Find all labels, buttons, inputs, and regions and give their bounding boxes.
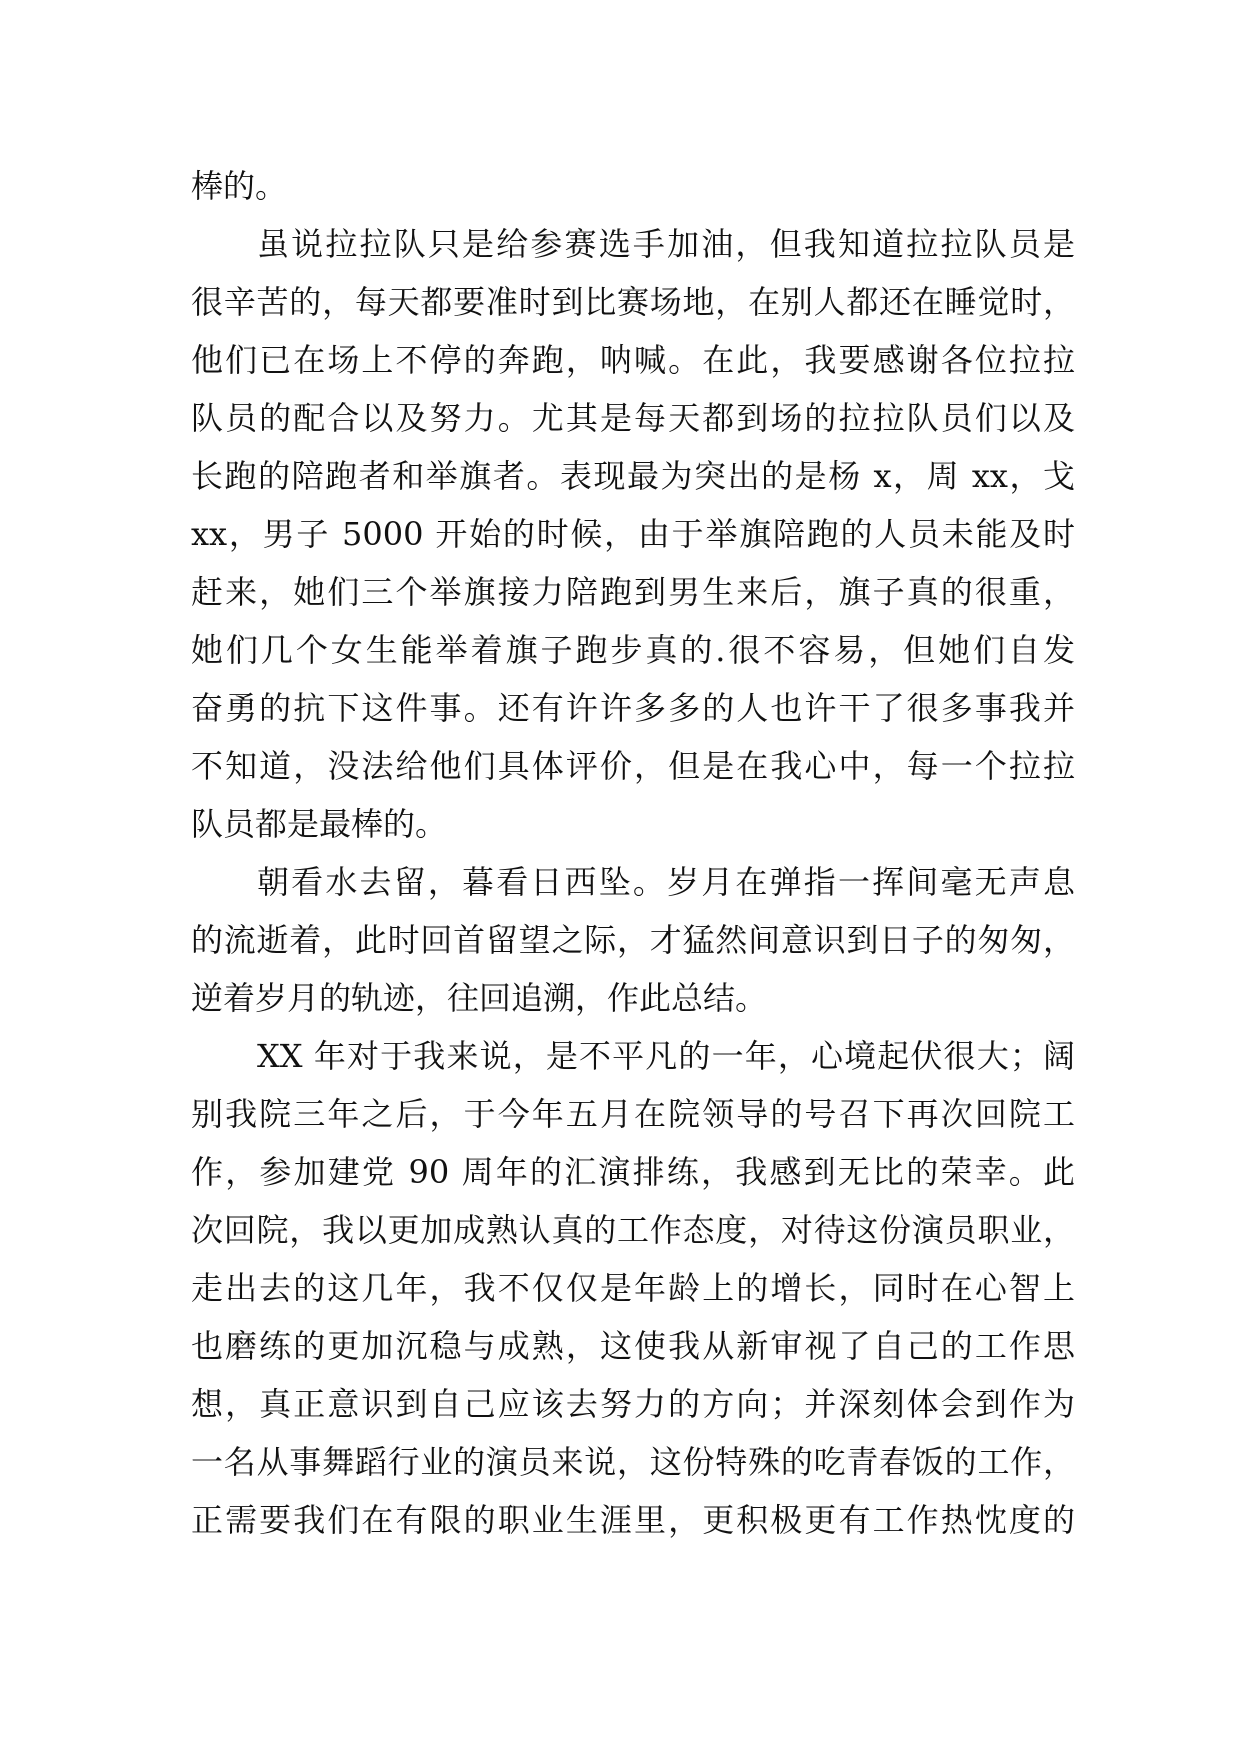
text-line: 很辛苦的，每天都要准时到比赛场地，在别人都还在睡觉时， bbox=[191, 283, 1075, 321]
paragraph bbox=[191, 157, 1075, 215]
text-line: 棒的。 bbox=[191, 167, 288, 205]
text-line: 朝看水去留，暮看日西坠。岁月在弹指一挥间毫无声息 bbox=[257, 863, 1075, 901]
text-line: 奋勇的抗下这件事。还有许许多多的人也许干了很多事我并 bbox=[191, 689, 1075, 727]
text-line: 长跑的陪跑者和举旗者。表现最为突出的是杨 x，周 xx，戈 bbox=[191, 457, 1075, 495]
text-line: 正需要我们在有限的职业生涯里，更积极更有工作热忱度的 bbox=[191, 1501, 1075, 1539]
paragraph bbox=[191, 853, 1075, 1027]
text-line: 队员都是最棒的。 bbox=[191, 805, 448, 843]
text-line: 赶来，她们三个举旗接力陪跑到男生来后，旗子真的很重， bbox=[191, 573, 1075, 611]
text-line: 她们几个女生能举着旗子跑步真的.很不容易，但她们自发 bbox=[191, 631, 1075, 669]
paragraph bbox=[191, 1027, 1075, 1549]
body-text bbox=[191, 157, 1075, 1549]
text-line: 一名从事舞蹈行业的演员来说，这份特殊的吃青春饭的工作， bbox=[191, 1443, 1075, 1481]
text-line: 作，参加建党 90 周年的汇演排练，我感到无比的荣幸。此 bbox=[191, 1153, 1075, 1191]
text-line: XX 年对于我来说，是不平凡的一年，心境起伏很大；阔 bbox=[257, 1037, 1075, 1075]
text-line: 虽说拉拉队只是给参赛选手加油，但我知道拉拉队员是 bbox=[257, 225, 1075, 263]
text-line: 别我院三年之后，于今年五月在院领导的号召下再次回院工 bbox=[191, 1095, 1075, 1133]
text-line: 次回院，我以更加成熟认真的工作态度，对待这份演员职业， bbox=[191, 1211, 1075, 1249]
text-line: 想，真正意识到自己应该去努力的方向；并深刻体会到作为 bbox=[191, 1385, 1075, 1423]
paragraph bbox=[191, 215, 1075, 853]
text-line: 不知道，没法给他们具体评价，但是在我心中，每一个拉拉 bbox=[191, 747, 1075, 785]
text-line: 走出去的这几年，我不仅仅是年龄上的增长，同时在心智上 bbox=[191, 1269, 1075, 1307]
text-line: 的流逝着，此时回首留望之际，才猛然间意识到日子的匆匆， bbox=[191, 921, 1075, 959]
text-line: 也磨练的更加沉稳与成熟，这使我从新审视了自己的工作思 bbox=[191, 1327, 1075, 1365]
text-line: 队员的配合以及努力。尤其是每天都到场的拉拉队员们以及 bbox=[191, 399, 1075, 437]
text-line: 他们已在场上不停的奔跑，呐喊。在此，我要感谢各位拉拉 bbox=[191, 341, 1075, 379]
text-line: xx，男子 5000 开始的时候，由于举旗陪跑的人员未能及时 bbox=[191, 515, 1075, 553]
text-line: 逆着岁月的轨迹，往回追溯，作此总结。 bbox=[191, 979, 768, 1017]
